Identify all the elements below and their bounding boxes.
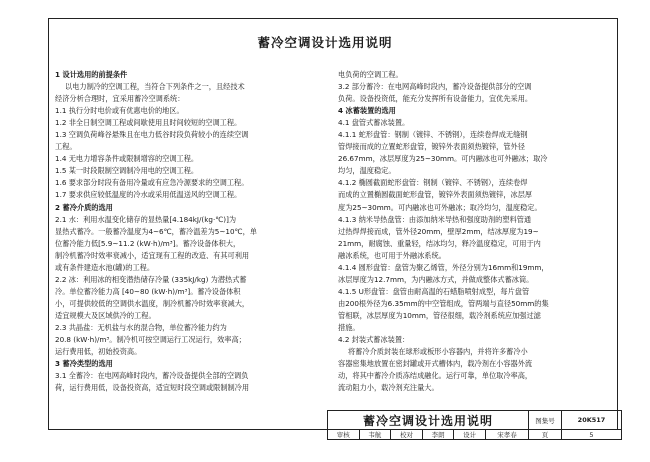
text-line: 2.2 冰：利用冰的相变潜热储存冷量 (335kJ/kg) 为潜热式蓄 xyxy=(55,274,247,284)
text-line: 1.1 执行分时电价或有优惠电价的地区。 xyxy=(55,106,184,116)
text-line: 管相联，冰层厚度为10mm，管径很细，载冷剂系统应加强过滤 xyxy=(338,310,541,320)
drawing-title: 蓄冷空调设计选用说明 xyxy=(328,411,529,430)
text-line: 电负荷的空调工程。 xyxy=(338,70,403,79)
text-line: 措施。 xyxy=(338,322,360,332)
text-line: 位蓄冷能力低[5.9~11.2 (kW·h)/m³]。蓄冷设备体积大， xyxy=(55,238,241,248)
text-line: 3.2 部分蓄冷：在电网高峰时段内，蓄冷设备提供部分的空调 xyxy=(338,82,532,92)
text-line: 2.3 共晶盐：无机盐与水的混合物，单位蓄冷能力约为 xyxy=(55,322,227,332)
text-line: 1.3 空调负荷峰谷悬殊且在电力低谷时段负荷较小的连续空调 xyxy=(55,130,249,140)
check-name: 李朗 xyxy=(422,430,454,440)
text-line: 工程。 xyxy=(55,142,77,152)
text-line: 小，可提供较低的空调供水温度，制冷机蓄冷时效率衰减大， xyxy=(55,298,250,308)
text-line: 21mm，耐腐蚀、重量轻，结冰均匀，释冷温度稳定，可用于内 xyxy=(338,238,541,248)
atlas-label: 图集号 xyxy=(529,411,562,430)
text-line: 经济分析合理时，宜采用蓄冷空调系统： xyxy=(55,94,185,104)
text-line: 或有条件建造水池(罐)的工程。 xyxy=(55,262,155,272)
text-line: 1.5 某一时段限制空调制冷用电的空调工程。 xyxy=(55,166,199,176)
text-line: 负荷。设备投资低，能充分发挥所有设备能力，宜优先采用。 xyxy=(338,94,533,104)
text-line: 4.2 封装式蓄冰装置： xyxy=(338,335,410,345)
text-line: 1.6 要求部分时段有备用冷量或有应急冷源要求的空调工程。 xyxy=(55,178,249,188)
section-heading: 1 设计选用的前提条件 xyxy=(55,70,128,79)
right-column xyxy=(338,69,610,394)
text-line: 而成的立置椭圆截面蛇形盘管，镀锌外表面须热镀锌，冰层厚 xyxy=(338,190,533,200)
text-line: 冰层厚度为12.7mm，为内融冰方式，并做成整体式蓄冰筒。 xyxy=(338,274,534,284)
text-line: 制冷机蓄冷时效率衰减小，适宜现有工程的改造、有其可利用 xyxy=(55,250,250,260)
text-line: 4.1.2 椭圆截面蛇形盘管：钢制（镀锌、不锈钢），连续卷焊 xyxy=(338,178,528,188)
text-line: 1.4 无电力增容条件或限制增容的空调工程。 xyxy=(55,154,199,164)
page-label: 页 xyxy=(529,430,562,440)
text-line: 度为25~30mm。可内融冰也可外融冰；取冷均匀，温度稳定。 xyxy=(338,202,542,212)
text-line: 运行费用低，初始投资高。 xyxy=(55,347,142,357)
text-line: 将蓄冷介质封装在球形或板形小容器内，并将许多蓄冷小 xyxy=(348,347,528,357)
text-line: 4.1 盘管式蓄冰装置。 xyxy=(338,118,410,128)
text-line: 流动阻力小，载冷剂充注量大。 xyxy=(338,383,439,393)
text-line: 以电力制冷的空调工程，当符合下列条件之一，且经技术 xyxy=(65,82,245,92)
text-line: 2.1 水：利用水温变化储存的显热量[4.184kJ/(kg·℃)]为 xyxy=(55,214,237,224)
text-line: 适宜规模大及区域供冷的工程。 xyxy=(55,310,156,320)
text-line: 4.1.1 蛇形盘管：钢制（镀锌、不锈钢），连续卷焊成无缝钢 xyxy=(338,130,528,140)
page-number: 5 xyxy=(562,430,622,440)
text-line: 动，将其中蓄冷介质冻结成融化。运行可靠，单位取冷率高， xyxy=(338,371,533,381)
text-line: 4.1.3 纳米导热盘管：由添加纳米导热和强度助剂的塑料管通 xyxy=(338,214,532,224)
text-line: 荷，运行费用低，设备投资高，适宜短时段空调或限制制冷用 xyxy=(55,383,250,393)
text-line: 26.67mm，冰层厚度为25~30mm。可内融冰也可外融冰；取冷 xyxy=(338,154,548,164)
text-line: 1.2 非全日制空调工程或间歇使用且时间较短的空调工程。 xyxy=(55,118,242,128)
text-line: 冷。单位蓄冷能力高 [40~80 (kW·h)/m³]。蓄冷设备体积 xyxy=(55,286,241,296)
text-line: 1.7 要求供应较低温度的冷水或采用低温送风的空调工程。 xyxy=(55,190,242,200)
text-line: 管焊接而成的立置蛇形盘管，镀锌外表面须热镀锌，管外径 xyxy=(338,142,525,152)
design-label: 设计 xyxy=(454,430,486,440)
text-line: 4.1.4 圆形盘管：盘管为聚乙烯管，外径分别为16mm和19mm， xyxy=(338,262,549,272)
section-heading: 4 冰蓄装置的选用 xyxy=(338,106,396,116)
title-block xyxy=(327,410,622,440)
design-name: 宋孝春 xyxy=(485,430,528,440)
text-line: 均匀，温度稳定。 xyxy=(338,166,396,176)
text-line: 由200根外径为6.35mm的中空管组成，管两端与直径50mm的集 xyxy=(338,298,549,308)
page-title: 蓄冷空调设计选用说明 xyxy=(257,35,393,50)
text-line: 3.1 全蓄冷：在电网高峰时段内，蓄冷设备提供全部的空调负 xyxy=(55,371,249,381)
text-line: 融冰系统，也可用于外融冰系统。 xyxy=(338,250,446,260)
review-name: 韦航 xyxy=(359,430,391,440)
text-line: 4.1.5 U形盘管：盘管由耐高温的石蜡脂喷射成型，每片盘管 xyxy=(338,286,530,296)
text-line: 容器密集地放置在密封罐或开式槽体内，载冷剂在小容器外流 xyxy=(338,359,533,369)
review-label: 审核 xyxy=(328,430,360,440)
section-heading: 2 蓄冷介质的选用 xyxy=(55,202,113,212)
section-heading: 3 蓄冷类型的选用 xyxy=(55,359,113,369)
text-line: 20.8 (kW·h)/m³。制冷机可按空调运行工况运行，效率高； xyxy=(55,335,246,345)
text-line: 显热式蓄冷。一般蓄冷温度为4~6℃，蓄冷温差为5~10℃，单 xyxy=(55,226,257,236)
text-line: 过热焊焊接而成，管外径20mm，壁厚2mm，结冰厚度为19~ xyxy=(338,226,539,236)
left-column xyxy=(55,69,327,394)
atlas-number: 20K517 xyxy=(562,411,622,430)
check-label: 校对 xyxy=(391,430,423,440)
